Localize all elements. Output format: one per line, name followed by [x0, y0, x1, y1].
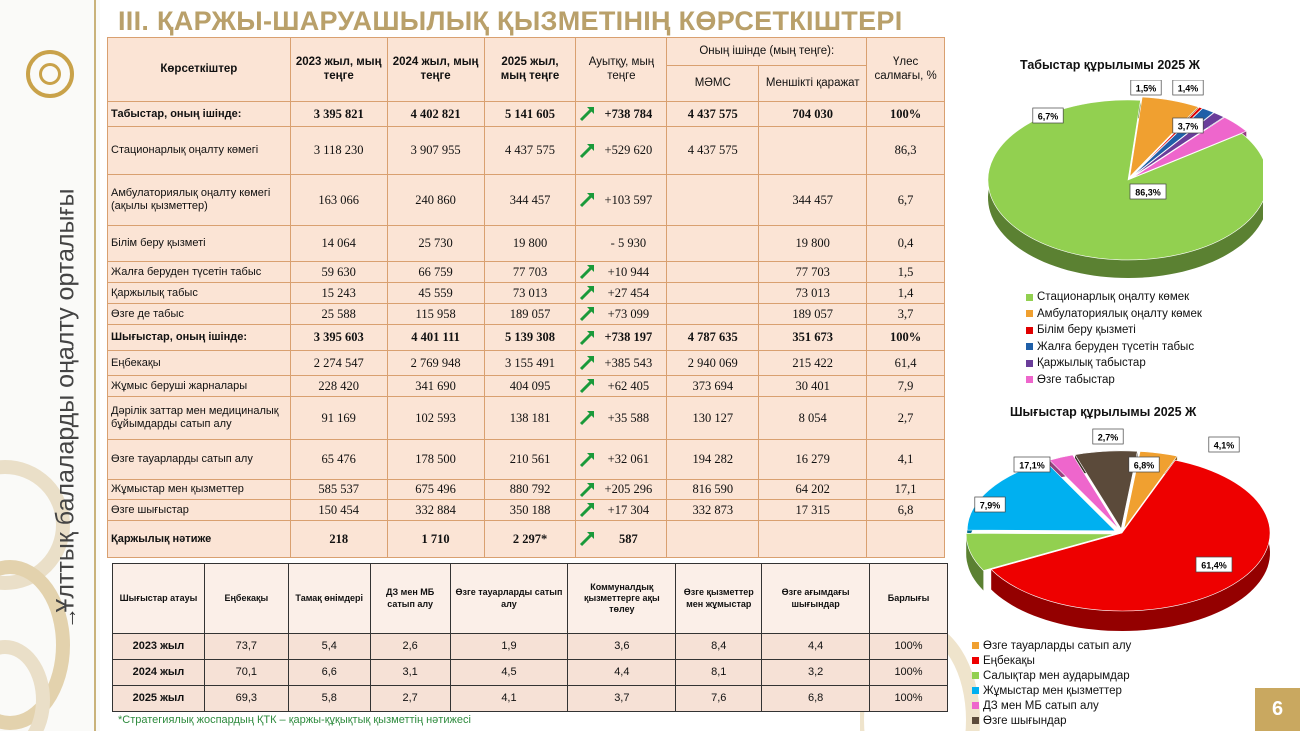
share-cell: 1,9: [450, 634, 568, 660]
trend-up-arrow-icon: [579, 264, 595, 280]
deviation-cell: [576, 500, 667, 521]
sidebar-vertical-text: Ұлттық балаларды оңалту орталығы: [51, 187, 80, 613]
row-label: Табыстар, оның ішінде:: [108, 102, 291, 127]
deviation-cell: [576, 376, 667, 397]
cell-y2025: 189 057: [484, 304, 576, 325]
share-cell: 4,5: [450, 660, 568, 686]
cell-own: 30 401: [759, 376, 867, 397]
cell-mams: 816 590: [667, 480, 759, 500]
cell-y2024: 3 907 955: [387, 127, 484, 175]
cell-mams: 332 873: [667, 500, 759, 521]
deviation-cell: [576, 226, 667, 262]
cell-share: 17,1: [867, 480, 945, 500]
data-label: [1209, 437, 1239, 452]
cell-y2023: 228 420: [290, 376, 387, 397]
table-row: [108, 521, 945, 558]
deviation-value: +738 197: [604, 330, 653, 345]
expense-structure-pie-chart: [962, 425, 1282, 640]
deviation-value: +10 944: [607, 264, 650, 279]
header-share: Үлес салмағы, %: [867, 38, 945, 102]
share-cell: 3,7: [568, 686, 676, 712]
cell-y2023: 218: [290, 521, 387, 558]
legend-swatch: [1026, 310, 1033, 317]
deviation-cell: [576, 127, 667, 175]
organization-logo: [26, 50, 74, 98]
row-label: Өзге шығыстар: [108, 500, 291, 521]
table-row: [108, 500, 945, 521]
svg-text:2,7%: 2,7%: [1097, 432, 1119, 443]
year-label: 2025 жыл: [113, 686, 205, 712]
header-mams: МӘМС: [667, 66, 759, 102]
share-cell: 6,6: [288, 660, 370, 686]
cell-own: 17 315: [759, 500, 867, 521]
header-2024: 2024 жыл, мың теңге: [387, 38, 484, 102]
legend-swatch: [1026, 376, 1033, 383]
table-row: [108, 304, 945, 325]
share-cell: 100%: [870, 634, 948, 660]
cell-share: 86,3: [867, 127, 945, 175]
legend-label: Жұмыстар мен қызметтер: [983, 684, 1122, 697]
cell-y2024: 66 759: [387, 262, 484, 283]
share-cell: 7,6: [676, 686, 762, 712]
cell-y2025: 4 437 575: [484, 127, 576, 175]
deviation-cell: [576, 283, 667, 304]
cell-own: 16 279: [759, 440, 867, 480]
cell-mams: 4 437 575: [667, 102, 759, 127]
cell-y2024: 332 884: [387, 500, 484, 521]
legend-item: [1026, 372, 1202, 389]
cell-share: 7,9: [867, 376, 945, 397]
legend-swatch: [1026, 360, 1033, 367]
legend-item: [972, 653, 1131, 668]
table-row: [113, 660, 948, 686]
page-number: 6: [1255, 688, 1300, 731]
share-cell: 73,7: [204, 634, 288, 660]
deviation-value: +62 405: [607, 378, 650, 393]
legend-swatch: [1026, 327, 1033, 334]
deviation-cell: [576, 262, 667, 283]
table-row: [108, 262, 945, 283]
deviation-cell: [576, 351, 667, 376]
table-row: [108, 351, 945, 376]
legend-item: [972, 668, 1131, 683]
column-header: Өзге қызметтер мен жұмыстар: [676, 564, 762, 634]
header-including: Оның ішінде (мың теңге):: [667, 38, 867, 66]
cell-y2023: 3 118 230: [290, 127, 387, 175]
share-cell: 5,8: [288, 686, 370, 712]
cell-own: [759, 127, 867, 175]
legend-item: [972, 638, 1131, 653]
share-cell: 70,1: [204, 660, 288, 686]
cell-y2023: 3 395 821: [290, 102, 387, 127]
cell-share: 6,8: [867, 500, 945, 521]
cell-y2024: 102 593: [387, 397, 484, 440]
row-label: Қаржылық нәтиже: [108, 521, 291, 558]
trend-up-arrow-icon: [579, 452, 595, 468]
income-chart-title: Табыстар құрылымы 2025 Ж: [1020, 58, 1200, 72]
cell-y2023: 163 066: [290, 175, 387, 226]
table-row: [108, 440, 945, 480]
cell-mams: 2 940 069: [667, 351, 759, 376]
legend-swatch: [972, 642, 979, 649]
cell-own: 64 202: [759, 480, 867, 500]
share-cell: 8,1: [676, 660, 762, 686]
share-cell: 6,8: [762, 686, 870, 712]
cell-y2023: 2 274 547: [290, 351, 387, 376]
svg-text:4,1%: 4,1%: [1213, 440, 1235, 451]
cell-y2025: 19 800: [484, 226, 576, 262]
cell-y2023: 150 454: [290, 500, 387, 521]
cell-y2023: 3 395 603: [290, 325, 387, 351]
cell-y2023: 91 169: [290, 397, 387, 440]
trend-up-arrow-icon: [579, 502, 595, 518]
column-header: Еңбекақы: [204, 564, 288, 634]
share-cell: 100%: [870, 686, 948, 712]
trend-up-arrow-icon: [579, 531, 595, 547]
share-cell: 4,4: [762, 634, 870, 660]
row-label: Жұмыс беруші жарналары: [108, 376, 291, 397]
income-chart-legend: [1026, 289, 1202, 388]
cell-y2024: 675 496: [387, 480, 484, 500]
table-header-row: [113, 564, 948, 634]
year-label: 2024 жыл: [113, 660, 205, 686]
header-own-funds: Меншікті қаражат: [759, 66, 867, 102]
table-row: [108, 325, 945, 351]
table-row: [108, 480, 945, 500]
cell-own: 189 057: [759, 304, 867, 325]
row-label: Жұмыстар мен қызметтер: [108, 480, 291, 500]
cell-share: 2,7: [867, 397, 945, 440]
deviation-value: +385 543: [604, 355, 653, 370]
row-label: Жалға беруден түсетін табыс: [108, 262, 291, 283]
trend-up-arrow-icon: [579, 285, 595, 301]
data-label: [1093, 429, 1123, 444]
financial-indicators-table: [107, 37, 945, 558]
cell-y2023: 59 630: [290, 262, 387, 283]
share-cell: 3,2: [762, 660, 870, 686]
table-row: [113, 686, 948, 712]
svg-text:6,7%: 6,7%: [1037, 111, 1059, 122]
table-row: [108, 175, 945, 226]
legend-swatch: [972, 717, 979, 724]
cell-share: 0,4: [867, 226, 945, 262]
share-cell: 3,1: [370, 660, 450, 686]
cell-y2025: 77 703: [484, 262, 576, 283]
legend-swatch: [972, 672, 979, 679]
cell-mams: 4 437 575: [667, 127, 759, 175]
cell-own: 19 800: [759, 226, 867, 262]
deviation-value: +205 296: [604, 482, 653, 497]
data-label: [1033, 108, 1063, 123]
cell-own: 215 422: [759, 351, 867, 376]
row-label: Стационарлық оңалту көмегі: [108, 127, 291, 175]
income-structure-pie-chart: [978, 80, 1263, 290]
share-cell: 2,6: [370, 634, 450, 660]
deviation-cell: [576, 102, 667, 127]
share-cell: 8,4: [676, 634, 762, 660]
cell-y2025: 880 792: [484, 480, 576, 500]
legend-item: [972, 683, 1131, 698]
svg-text:86,3%: 86,3%: [1135, 187, 1161, 198]
row-label: Шығыстар, оның ішінде:: [108, 325, 291, 351]
cell-share: 4,1: [867, 440, 945, 480]
deviation-value: 587: [619, 531, 638, 546]
cell-mams: [667, 521, 759, 558]
data-label: [1131, 80, 1161, 95]
cell-y2025: 138 181: [484, 397, 576, 440]
legend-item: [1026, 289, 1202, 306]
table-row: [108, 226, 945, 262]
legend-label: Өзге шығындар: [983, 714, 1067, 727]
cell-own: 351 673: [759, 325, 867, 351]
expense-share-table: [112, 563, 948, 712]
cell-own: [759, 521, 867, 558]
legend-label: Білім беру қызметі: [1037, 324, 1136, 337]
cell-y2025: 404 095: [484, 376, 576, 397]
deviation-cell: [576, 480, 667, 500]
legend-label: Жалға беруден түсетін табыс: [1037, 340, 1195, 353]
trend-up-arrow-icon: [579, 355, 595, 371]
legend-swatch: [1026, 343, 1033, 350]
cell-y2025: 5 139 308: [484, 325, 576, 351]
svg-text:1,5%: 1,5%: [1135, 83, 1157, 94]
cell-share: 3,7: [867, 304, 945, 325]
table-row: [113, 634, 948, 660]
cell-y2025: 344 457: [484, 175, 576, 226]
deviation-value: +27 454: [607, 285, 650, 300]
trend-up-arrow-icon: [579, 330, 595, 346]
deviation-cell: [576, 325, 667, 351]
cell-y2025: 5 141 605: [484, 102, 576, 127]
cell-own: 73 013: [759, 283, 867, 304]
row-label: Қаржылық табыс: [108, 283, 291, 304]
svg-text:61,4%: 61,4%: [1201, 560, 1227, 571]
cell-own: 8 054: [759, 397, 867, 440]
cell-own: 704 030: [759, 102, 867, 127]
footnote: *Стратегиялық жоспардың ҚТК – қаржы-құқықтық қызметтің нәтижесі: [112, 712, 860, 731]
trend-up-arrow-icon: [579, 482, 595, 498]
cell-mams: 194 282: [667, 440, 759, 480]
header-deviation: Ауытқу, мың теңге: [576, 38, 667, 102]
cell-share: 6,7: [867, 175, 945, 226]
legend-item: [1026, 339, 1202, 356]
legend-label: Салықтар мен аударымдар: [983, 669, 1130, 682]
legend-label: Амбулаториялық оңалту көмек: [1037, 307, 1202, 320]
legend-item: [1026, 306, 1202, 323]
cell-share: 100%: [867, 325, 945, 351]
cell-y2023: 25 588: [290, 304, 387, 325]
trend-up-arrow-icon: [579, 410, 595, 426]
deviation-cell: [576, 440, 667, 480]
trend-up-arrow-icon: [579, 378, 595, 394]
cell-y2024: 115 958: [387, 304, 484, 325]
legend-item: [1026, 322, 1202, 339]
table-row: [108, 102, 945, 127]
column-header: Өзге ағымдағы шығындар: [762, 564, 870, 634]
cell-y2023: 15 243: [290, 283, 387, 304]
header-2023: 2023 жыл, мың теңге: [290, 38, 387, 102]
arrow-right-icon: →: [56, 607, 81, 629]
table-row: [108, 397, 945, 440]
cell-mams: 4 787 635: [667, 325, 759, 351]
column-header: Өзге тауарларды сатып алу: [450, 564, 568, 634]
column-header: Тамақ өнімдері: [288, 564, 370, 634]
legend-label: Қаржылық табыстар: [1037, 357, 1146, 370]
deviation-value: +73 099: [607, 306, 650, 321]
table-row: [108, 283, 945, 304]
deviation-value: +32 061: [607, 452, 650, 467]
svg-text:6,8%: 6,8%: [1133, 460, 1155, 471]
share-cell: 5,4: [288, 634, 370, 660]
data-label: [1014, 457, 1050, 472]
deviation-value: - 5 930: [610, 236, 647, 251]
data-label: [1173, 118, 1203, 133]
row-label: Дәрілік заттар мен медициналық бұйымдарды сатып алу: [108, 397, 291, 440]
cell-y2024: 341 690: [387, 376, 484, 397]
cell-mams: [667, 304, 759, 325]
svg-text:3,7%: 3,7%: [1177, 121, 1199, 132]
expense-chart-title: Шығыстар құрылымы 2025 Ж: [1010, 405, 1197, 419]
cell-y2023: 14 064: [290, 226, 387, 262]
svg-text:7,9%: 7,9%: [979, 500, 1001, 511]
row-label: Өзге де табыс: [108, 304, 291, 325]
cell-y2024: 4 401 111: [387, 325, 484, 351]
cell-y2025: 73 013: [484, 283, 576, 304]
column-header: ДЗ мен МБ сатып алу: [370, 564, 450, 634]
sidebar: [0, 0, 100, 731]
header-2025: 2025 жыл, мың теңге: [484, 38, 576, 102]
cell-y2025: 210 561: [484, 440, 576, 480]
cell-y2025: 3 155 491: [484, 351, 576, 376]
cell-y2024: 240 860: [387, 175, 484, 226]
cell-y2025: 2 297*: [484, 521, 576, 558]
deviation-value: +738 784: [604, 106, 653, 121]
cell-y2024: 2 769 948: [387, 351, 484, 376]
cell-y2024: 1 710: [387, 521, 484, 558]
cell-y2023: 65 476: [290, 440, 387, 480]
share-cell: 3,6: [568, 634, 676, 660]
share-cell: 4,1: [450, 686, 568, 712]
divider-line: [94, 0, 96, 731]
row-label: Өзге тауарларды сатып алу: [108, 440, 291, 480]
legend-label: Еңбекақы: [983, 654, 1035, 667]
cell-y2024: 4 402 821: [387, 102, 484, 127]
legend-label: Өзге табыстар: [1037, 373, 1115, 386]
row-label: Амбулаториялық оңалту көмегі (ақылы қызметтер): [108, 175, 291, 226]
legend-swatch: [972, 702, 979, 709]
column-header: Барлығы: [870, 564, 948, 634]
share-cell: 4,4: [568, 660, 676, 686]
deviation-cell: [576, 397, 667, 440]
deviation-cell: [576, 521, 667, 558]
legend-label: Өзге тауарларды сатып алу: [983, 639, 1132, 652]
svg-text:1,4%: 1,4%: [1177, 83, 1199, 94]
column-header: Коммуналдық қызметтерге ақы төлеу: [568, 564, 676, 634]
trend-up-arrow-icon: [579, 192, 595, 208]
deviation-value: +17 304: [607, 502, 650, 517]
cell-y2024: 45 559: [387, 283, 484, 304]
cell-mams: [667, 175, 759, 226]
cell-mams: 130 127: [667, 397, 759, 440]
legend-label: ДЗ мен МБ сатып алу: [983, 699, 1099, 712]
deviation-cell: [576, 304, 667, 325]
share-cell: 2,7: [370, 686, 450, 712]
cell-y2025: 350 188: [484, 500, 576, 521]
year-label: 2023 жыл: [113, 634, 205, 660]
cell-share: 100%: [867, 102, 945, 127]
share-cell: 100%: [870, 660, 948, 686]
cell-y2024: 25 730: [387, 226, 484, 262]
trend-up-arrow-icon: [579, 306, 595, 322]
svg-text:17,1%: 17,1%: [1019, 460, 1045, 471]
legend-swatch: [972, 657, 979, 664]
cell-mams: 373 694: [667, 376, 759, 397]
legend-label: Стационарлық оңалту көмек: [1037, 291, 1190, 304]
legend-item: [1026, 355, 1202, 372]
cell-mams: [667, 283, 759, 304]
trend-up-arrow-icon: [579, 143, 595, 159]
cell-own: 344 457: [759, 175, 867, 226]
data-label: [1130, 184, 1166, 199]
row-label: Білім беру қызметі: [108, 226, 291, 262]
data-label: [975, 497, 1005, 512]
deviation-cell: [576, 175, 667, 226]
cell-mams: [667, 226, 759, 262]
cell-share: [867, 521, 945, 558]
header-indicator: Көрсеткіштер: [108, 38, 291, 102]
data-label: [1196, 557, 1232, 572]
legend-swatch: [1026, 294, 1033, 301]
trend-up-arrow-icon: [579, 106, 595, 122]
row-label: Еңбекақы: [108, 351, 291, 376]
cell-own: 77 703: [759, 262, 867, 283]
deviation-value: +529 620: [604, 143, 653, 158]
data-label: [1173, 80, 1203, 95]
deviation-value: +35 588: [607, 410, 650, 425]
column-header: Шығыстар атауы: [113, 564, 205, 634]
legend-item: [972, 713, 1131, 728]
legend-swatch: [972, 687, 979, 694]
data-label: [1129, 457, 1159, 472]
cell-y2023: 585 537: [290, 480, 387, 500]
expense-chart-legend: [972, 638, 1131, 728]
page-title: III. ҚАРЖЫ-ШАРУАШЫЛЫҚ ҚЫЗМЕТІНІҢ КӨРСЕТКІШТЕРІ: [118, 6, 903, 36]
deviation-value: +103 597: [604, 192, 653, 207]
table-row: [108, 376, 945, 397]
cell-share: 1,4: [867, 283, 945, 304]
cell-mams: [667, 262, 759, 283]
cell-share: 61,4: [867, 351, 945, 376]
table-row: [108, 127, 945, 175]
cell-y2024: 178 500: [387, 440, 484, 480]
cell-share: 1,5: [867, 262, 945, 283]
legend-item: [972, 698, 1131, 713]
share-cell: 69,3: [204, 686, 288, 712]
